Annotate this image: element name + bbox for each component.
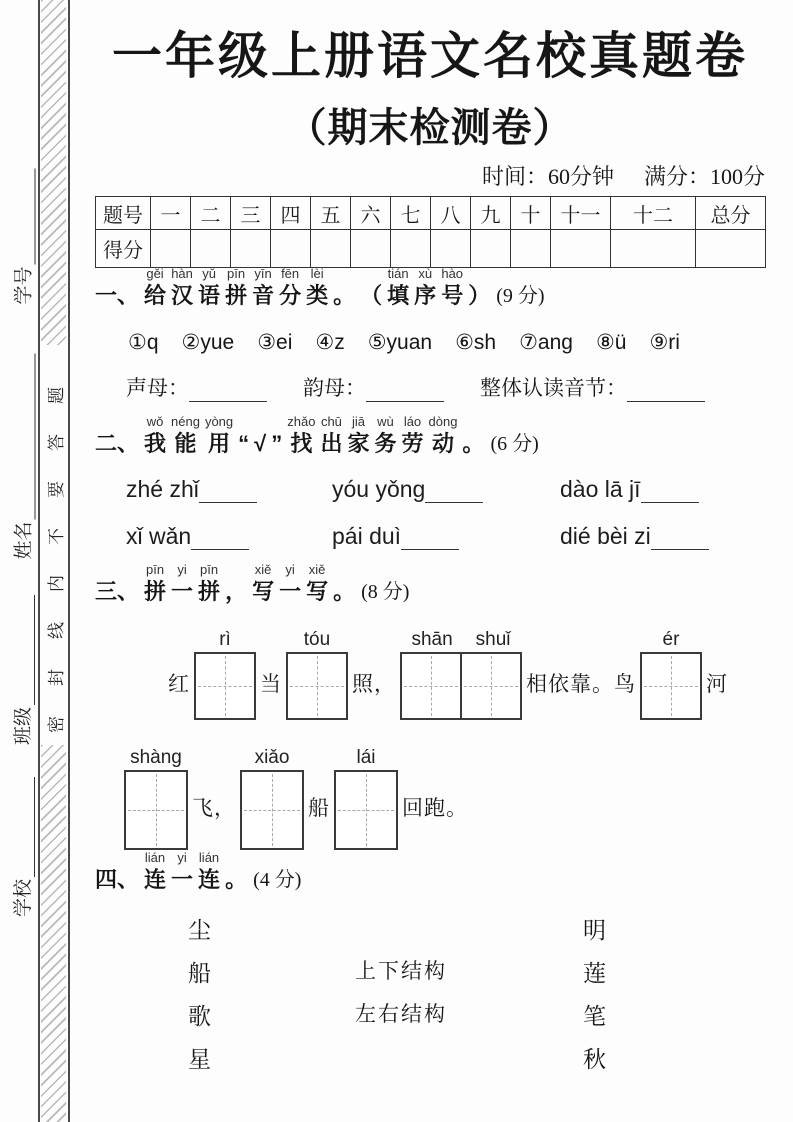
pinyin-option: ⑧ü <box>595 331 627 354</box>
pinyin-label: xiě <box>254 562 272 577</box>
q2-items <box>95 476 793 550</box>
q2-heading <box>95 414 484 459</box>
score-cell-empty[interactable] <box>231 230 271 268</box>
heading-char: 。 <box>333 579 356 604</box>
pinyin-option: ⑦ang <box>519 331 573 354</box>
sentence-text: 回跑。 <box>402 796 468 820</box>
pinyin-option: ⑥sh <box>455 331 497 354</box>
score-cell-empty[interactable] <box>611 230 696 268</box>
sentence-text: 相依靠。鸟 <box>526 672 636 696</box>
box-pinyin: shàng <box>130 747 182 768</box>
score-table-question-number: 十一 <box>551 197 611 230</box>
heading-char: gěi 给 <box>144 266 167 308</box>
match-left-character[interactable]: 尘 <box>188 918 211 943</box>
pinyin-label: lián <box>144 850 166 865</box>
heading-char: dòng 动 <box>428 414 458 456</box>
q4-heading <box>95 850 247 895</box>
score-table-question-number: 九 <box>471 197 511 230</box>
heading-char: “ <box>238 431 250 456</box>
heading-char: yòng 用 <box>204 414 234 456</box>
page-title: 一年级上册语文名校真题卷 <box>112 28 748 84</box>
q1-heading <box>95 266 490 311</box>
pinyin-label: jiā <box>351 414 365 429</box>
score-cell-empty[interactable] <box>151 230 191 268</box>
q2-heading-row <box>95 414 539 459</box>
check-blank[interactable] <box>401 531 459 550</box>
heading-char: 。 <box>333 283 356 308</box>
seal-field-school <box>13 767 35 917</box>
heading-char: √ <box>254 431 267 456</box>
sentence-text: 飞， <box>192 796 236 820</box>
score-row-label: 得分 <box>96 230 151 268</box>
seal-line-left <box>38 0 40 1122</box>
pinyin-label: xiě <box>308 562 326 577</box>
box-pinyin-pair <box>400 630 522 652</box>
sentence-text: 照， <box>352 672 396 696</box>
score-table-corner: 题号 <box>96 197 151 230</box>
score-table-question-number: 二 <box>191 197 231 230</box>
heading-char: yi 一 <box>171 562 194 604</box>
pinyin-label: lèi <box>310 266 324 281</box>
sentence-text: 红 <box>168 672 190 696</box>
heading-char: 三、 <box>95 579 140 604</box>
score-cell-empty[interactable] <box>311 230 351 268</box>
answer-label: 整体认读音节： <box>480 376 627 400</box>
time-limit: 时间：60分钟 <box>481 164 614 189</box>
page-subtitle: （期末检测卷） <box>286 105 574 150</box>
sentence-text: 河 <box>706 672 728 696</box>
chore-pinyin: dào lā jī <box>560 476 641 502</box>
heading-char: lèi 类 <box>306 266 329 308</box>
q4-score: (4 分) <box>253 869 302 891</box>
pinyin-label: yi <box>177 850 187 865</box>
chore-item <box>126 523 332 550</box>
answer-blank[interactable] <box>366 383 444 402</box>
writing-box-group <box>194 630 256 720</box>
heading-char: pīn 拼 <box>198 562 221 604</box>
full-score: 满分：100分 <box>643 164 765 189</box>
heading-char: tián 填 <box>387 266 410 308</box>
pinyin-label: pīn <box>145 562 165 577</box>
score-table-question-number: 十二 <box>611 197 696 230</box>
chore-pinyin: yóu yǒng <box>332 476 426 502</box>
tianzige-box[interactable] <box>194 652 256 720</box>
heading-char: xù 序 <box>414 266 437 308</box>
chore-item <box>332 476 560 503</box>
score-table-question-number: 三 <box>231 197 271 230</box>
heading-char: lián 连 <box>198 850 221 892</box>
chore-pinyin: pái duì <box>332 523 402 549</box>
tianzige-pair <box>400 652 522 720</box>
pinyin-label: néng <box>171 414 200 429</box>
q2-score: (6 分) <box>490 433 539 455</box>
q3-heading <box>95 562 355 607</box>
check-blank[interactable] <box>641 484 699 503</box>
heading-char: yīn 音 <box>252 266 275 308</box>
writing-box-group <box>240 748 304 850</box>
tianzige-box[interactable] <box>334 770 398 850</box>
pinyin-option: ②yue <box>181 331 235 354</box>
pinyin-label: tián <box>387 266 409 281</box>
score-table <box>95 196 766 268</box>
score-cell-empty[interactable] <box>511 230 551 268</box>
seal-field-label: 学校 <box>13 878 34 917</box>
pinyin-label: xù <box>418 266 433 281</box>
pinyin-label: zhǎo <box>287 414 316 429</box>
score-cell-empty[interactable] <box>696 230 766 268</box>
match-right-character[interactable]: 明 <box>583 918 606 943</box>
tianzige-box[interactable] <box>124 770 188 850</box>
q4-heading-row <box>95 850 301 895</box>
matching-row <box>95 998 765 1041</box>
tianzige-box[interactable] <box>460 652 522 720</box>
heading-char: hàn 汉 <box>171 266 194 308</box>
score-cell-empty[interactable] <box>431 230 471 268</box>
heading-char: fēn 分 <box>279 266 302 308</box>
pinyin-label: yi <box>177 562 187 577</box>
chore-item <box>560 476 793 503</box>
pinyin-option: ⑨ri <box>649 331 680 354</box>
seal-field-student-number <box>14 160 36 305</box>
heading-char: jiā 家 <box>347 414 370 456</box>
check-blank[interactable] <box>425 484 483 503</box>
q3-sentence-1 <box>168 630 728 720</box>
box-pinyin: rì <box>219 629 231 650</box>
q1-score: (9 分) <box>496 285 545 307</box>
check-blank[interactable] <box>191 531 249 550</box>
seal-field-class <box>13 585 35 745</box>
matching-row <box>95 1041 765 1084</box>
pinyin-label: pīn <box>227 266 246 281</box>
tianzige-box[interactable] <box>286 652 348 720</box>
chore-item <box>126 476 332 503</box>
tianzige-box[interactable] <box>240 770 304 850</box>
q1-answer-blanks <box>126 372 705 402</box>
pinyin-label: pīn <box>200 562 219 577</box>
writing-box-group-double <box>400 630 522 720</box>
chore-item <box>332 523 560 550</box>
score-table-question-number: 七 <box>391 197 431 230</box>
score-table-score-row <box>96 230 766 268</box>
match-right-character[interactable]: 笔 <box>583 1004 606 1029</box>
match-left-character[interactable]: 星 <box>188 1047 211 1072</box>
pinyin-label: yòng <box>204 414 234 429</box>
heading-char: néng 能 <box>171 414 200 456</box>
tianzige-box[interactable] <box>400 652 462 720</box>
seal-field-name <box>14 345 36 560</box>
heading-char: yi 一 <box>279 562 302 604</box>
heading-char: láo 劳 <box>401 414 424 456</box>
heading-char: ， <box>225 579 248 604</box>
heading-char: xiě 写 <box>252 562 275 604</box>
heading-char: 。 <box>462 431 485 456</box>
q1-heading-row <box>95 266 545 311</box>
heading-char: （ <box>360 283 383 308</box>
score-table-question-number: 六 <box>351 197 391 230</box>
seal-strip-text: 密封线内不要答题 <box>47 357 66 733</box>
seal-field-label: 班级 <box>13 706 34 745</box>
pinyin-label: yi <box>285 562 295 577</box>
score-table-question-number: 五 <box>311 197 351 230</box>
match-structure-label[interactable]: 左右结构 <box>355 1002 447 1026</box>
matching-row <box>95 912 765 955</box>
score-cell-empty[interactable] <box>551 230 611 268</box>
score-cell-empty[interactable] <box>471 230 511 268</box>
writing-box-group <box>124 748 188 850</box>
pinyin-label: fēn <box>281 266 300 281</box>
pinyin-option: ①q <box>128 331 159 354</box>
score-table-question-number: 十 <box>511 197 551 230</box>
heading-char: 四、 <box>95 867 140 892</box>
match-right-character[interactable]: 莲 <box>583 961 606 986</box>
score-table-header-row <box>96 197 766 230</box>
answer-blank[interactable] <box>627 383 705 402</box>
heading-char: zhǎo 找 <box>287 414 316 456</box>
pinyin-label: chū <box>320 414 342 429</box>
pinyin-option: ③ei <box>257 331 293 354</box>
pinyin-option: ⑤yuan <box>367 331 433 354</box>
writing-box-group <box>286 630 348 720</box>
answer-group <box>126 372 267 402</box>
score-cell-empty[interactable] <box>391 230 431 268</box>
seal-field-blank[interactable] <box>18 595 35 705</box>
answer-label: 声母： <box>126 376 189 400</box>
match-structure-label[interactable]: 上下结构 <box>355 959 447 983</box>
heading-char: 一、 <box>95 283 140 308</box>
heading-char: lián 连 <box>144 850 167 892</box>
exam-info <box>95 160 765 191</box>
q3-sentence-2 <box>124 748 468 850</box>
pinyin-label: hào <box>441 266 464 281</box>
box-pinyin: ér <box>662 629 680 650</box>
heading-char: ” <box>271 431 283 456</box>
check-blank[interactable] <box>651 531 709 550</box>
pinyin-label: yǔ <box>202 266 216 281</box>
seal-field-blank[interactable] <box>19 168 36 264</box>
writing-box-group <box>640 630 702 720</box>
seal-field-label: 学号 <box>13 266 35 305</box>
writing-box-group <box>334 748 398 850</box>
match-right-character[interactable]: 秋 <box>583 1047 606 1072</box>
heading-char: chū 出 <box>320 414 343 456</box>
seal-field-blank[interactable] <box>18 777 35 877</box>
check-blank[interactable] <box>199 484 257 503</box>
chore-pinyin: dié bèi zi <box>560 523 651 549</box>
box-pinyin: lái <box>356 747 376 768</box>
answer-group <box>480 372 705 402</box>
q3-heading-row <box>95 562 409 607</box>
score-table-question-number: 一 <box>151 197 191 230</box>
pinyin-label: yīn <box>254 266 272 281</box>
box-pinyin: tóu <box>303 629 331 650</box>
heading-char: yǔ 语 <box>198 266 221 308</box>
pinyin-label: hàn <box>171 266 193 281</box>
score-table-question-number: 八 <box>431 197 471 230</box>
chore-pinyin: xǐ wǎn <box>126 523 192 549</box>
seal-line-right <box>68 0 70 1122</box>
pinyin-label: dòng <box>428 414 458 429</box>
q3-score: (8 分) <box>361 581 410 603</box>
pinyin-option: ④z <box>315 331 345 354</box>
match-left-character[interactable]: 船 <box>188 961 211 986</box>
chore-item <box>560 523 793 550</box>
heading-char: yi 一 <box>171 850 194 892</box>
score-cell-empty[interactable] <box>271 230 311 268</box>
sentence-text: 船 <box>308 796 330 820</box>
answer-label: 韵母： <box>303 376 366 400</box>
seal-hatch-top <box>41 0 66 345</box>
pinyin-label: lián <box>198 850 220 865</box>
box-pinyin: shān <box>411 629 453 650</box>
heading-char: 二、 <box>95 431 140 456</box>
heading-char: ） <box>468 283 491 308</box>
sentence-text: 当 <box>260 672 282 696</box>
pinyin-label: wù <box>377 414 394 429</box>
answer-group <box>303 372 444 402</box>
answer-blank[interactable] <box>189 383 267 402</box>
score-table-question-number: 四 <box>271 197 311 230</box>
score-table-question-number: 总分 <box>696 197 766 230</box>
pinyin-label: láo <box>403 414 422 429</box>
heading-char: hào 号 <box>441 266 464 308</box>
heading-char: pīn 拼 <box>225 266 248 308</box>
score-cell-empty[interactable] <box>191 230 231 268</box>
chore-pinyin: zhé zhǐ <box>126 476 199 502</box>
seal-field-blank[interactable] <box>19 353 36 519</box>
box-pinyin: xiǎo <box>254 747 290 768</box>
box-pinyin: shuǐ <box>475 629 511 650</box>
heading-char: 。 <box>225 867 248 892</box>
tianzige-box[interactable] <box>640 652 702 720</box>
heading-char: xiě 写 <box>306 562 329 604</box>
heading-char: pīn 拼 <box>144 562 167 604</box>
seal-hatch-bottom <box>41 745 66 1122</box>
score-cell-empty[interactable] <box>351 230 391 268</box>
seal-field-label: 姓名 <box>13 521 35 560</box>
matching-row <box>95 955 765 998</box>
match-left-character[interactable]: 歌 <box>188 1004 211 1029</box>
heading-char: wǒ 我 <box>144 414 167 456</box>
q4-matching-area <box>95 912 765 1084</box>
q1-options <box>128 330 680 355</box>
pinyin-label: wǒ <box>146 414 164 429</box>
heading-char: wù 务 <box>374 414 397 456</box>
pinyin-label: gěi <box>146 266 164 281</box>
